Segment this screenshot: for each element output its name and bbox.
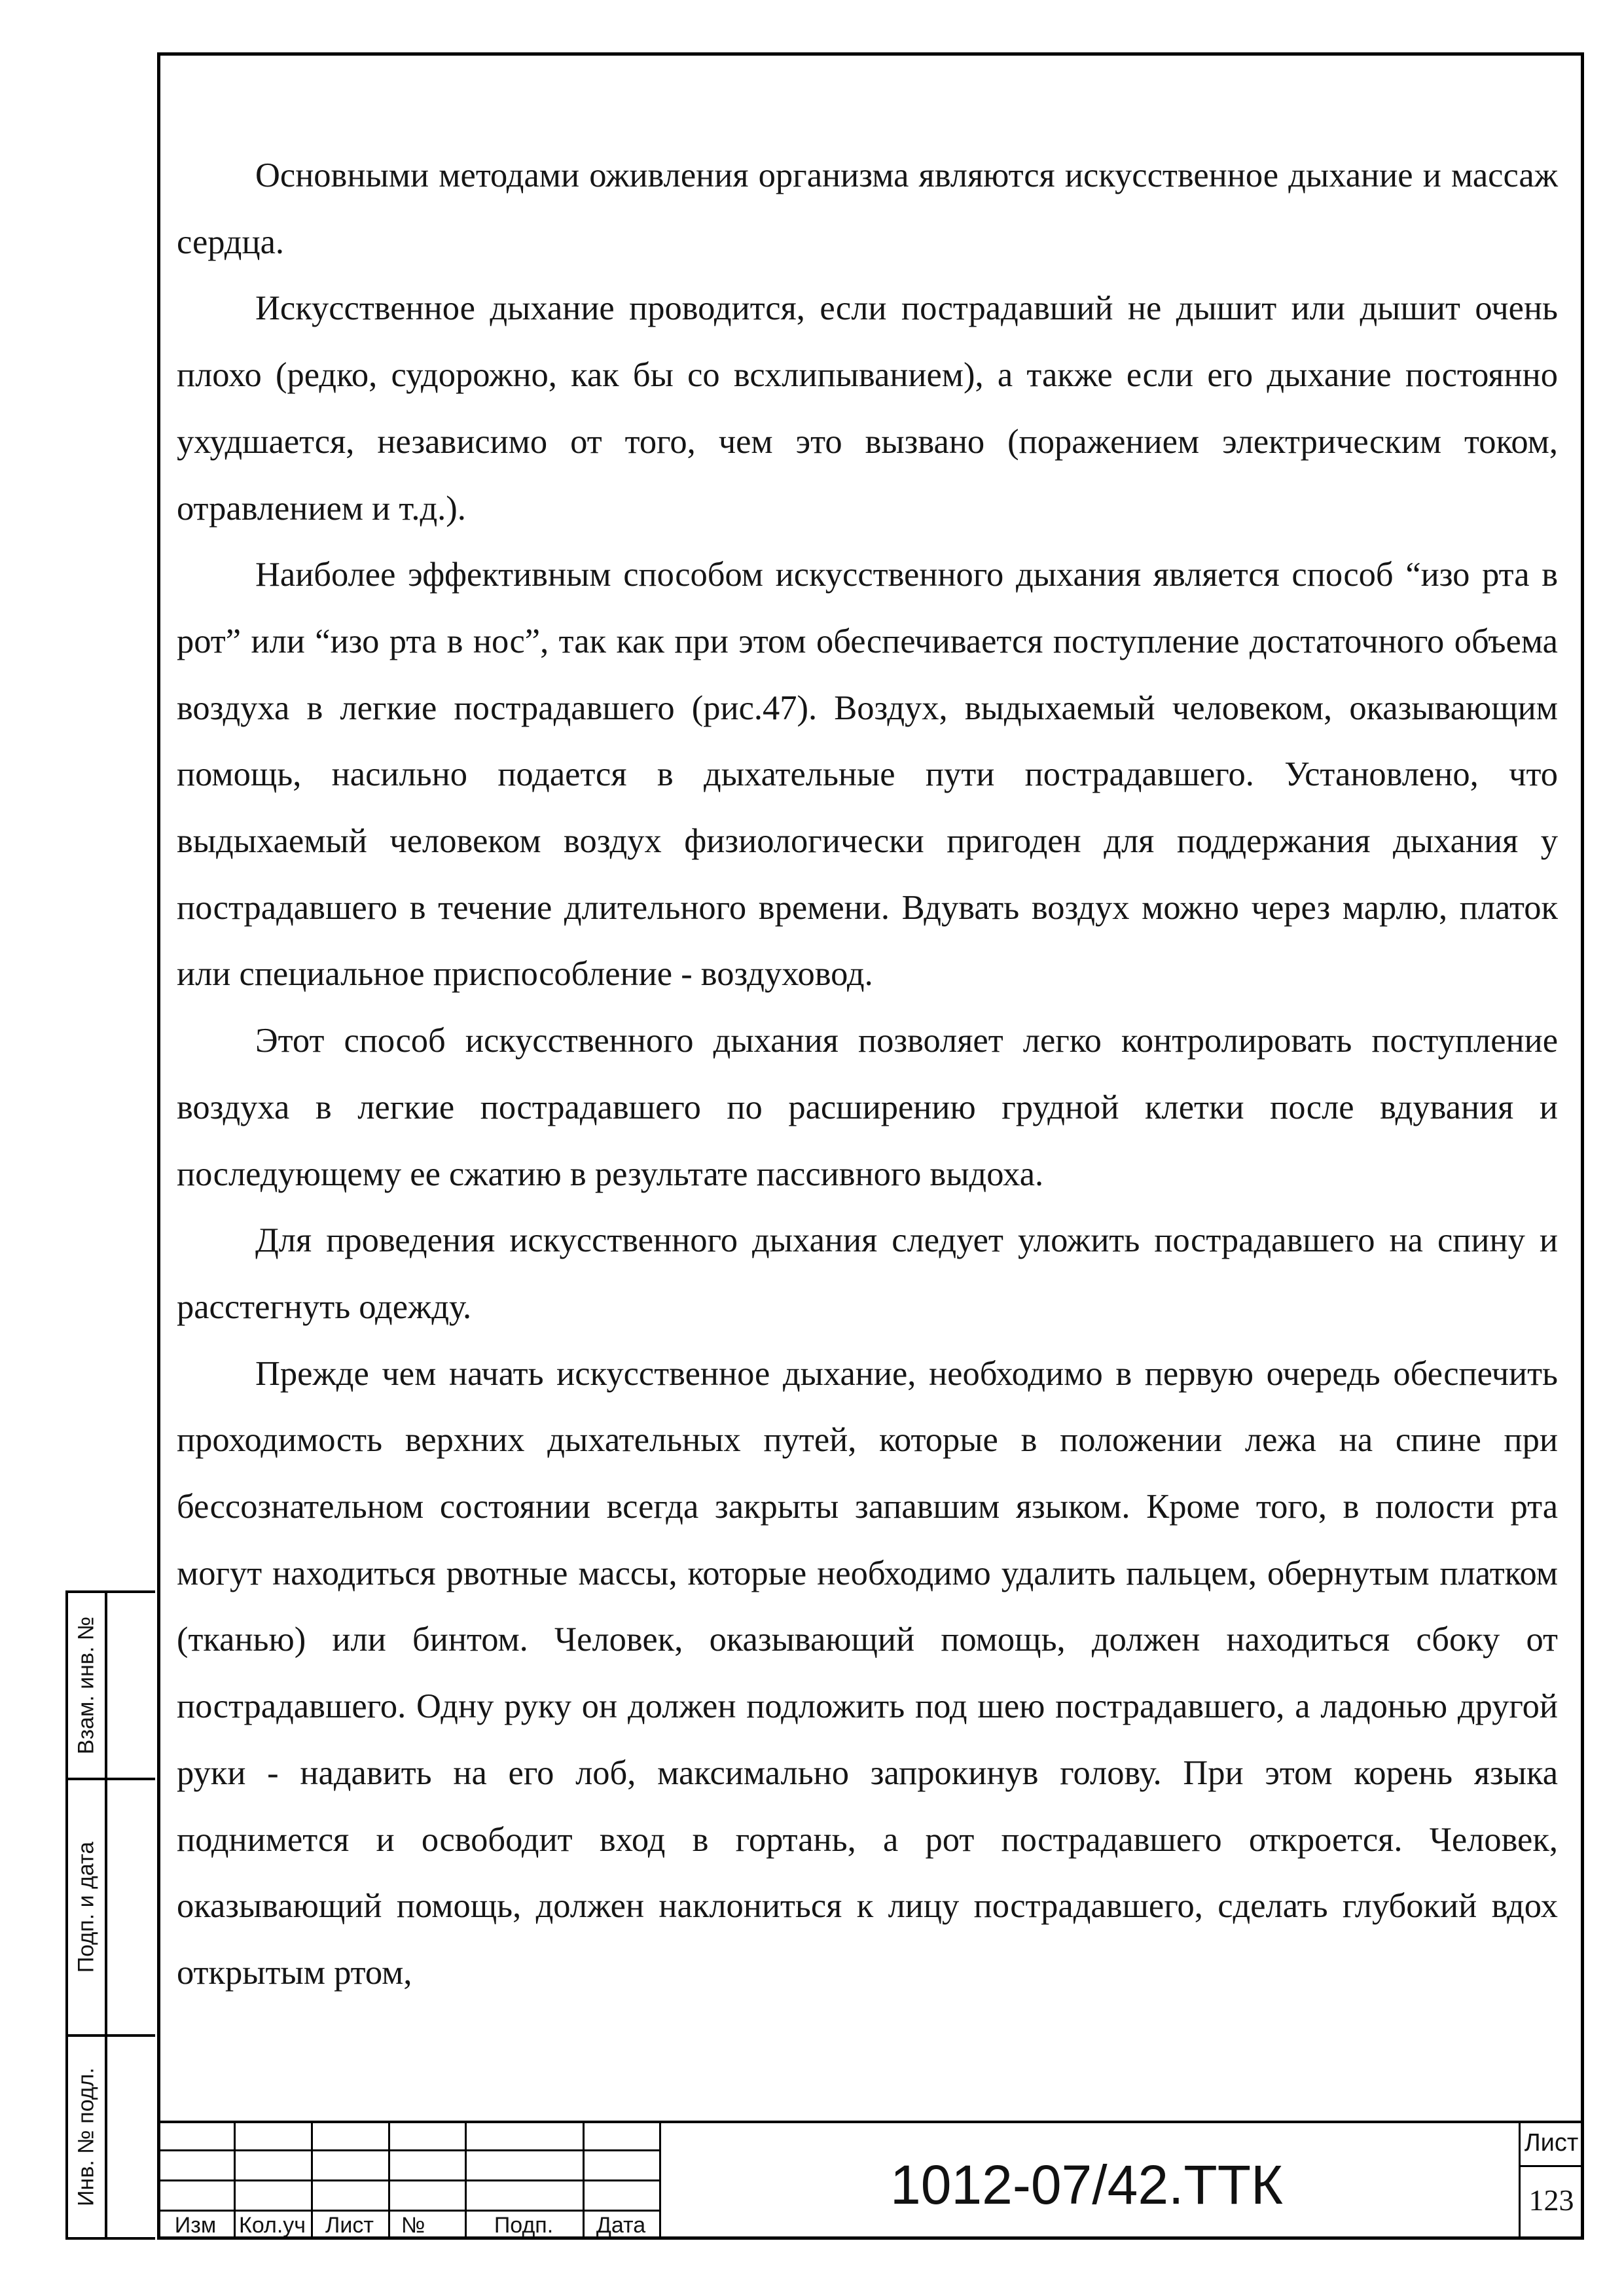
paragraph: Основными методами оживления организма являются искусственное дыхание и массаж сердца. xyxy=(177,156,1558,261)
header-count: Кол.уч xyxy=(239,2213,306,2238)
header-sheet: Лист xyxy=(325,2213,374,2238)
header-date: Дата xyxy=(596,2213,646,2238)
side-cell-replace-inv xyxy=(65,1590,155,1780)
side-label-inv-original: Инв. № подл. xyxy=(73,2068,99,2206)
document-code: 1012-07/42.ТТК xyxy=(890,2154,1283,2215)
header-doc-number: № xyxy=(401,2213,425,2238)
sheet-number: 123 xyxy=(1528,2183,1574,2217)
paragraph: Наиболее эффективным способом искусственного дыхания является способ “изо рта в рот” или “изо рта в нос”, так как при этом обеспечивается поступление достаточного объема воздуха в легкие пострадавшего (рис.47). Воздух, выдыхаемый человеком, оказывающим помощь, насильно подается в дыхательные пути пострадавшего. Установлено, что выдыхаемый человеком воздух физиологически пригоден для поддержания дыхания у пострадавшего в течение длительного времени. Вдувать воздух можно через марлю, платок или специальное приспособление - воздуховод. xyxy=(177,556,1558,994)
document-body xyxy=(177,143,1558,2007)
paragraph: Этот способ искусственного дыхания позволяет легко контролировать поступление воздуха в легкие пострадавшего по расширению грудной клетки после вдувания и последующему ее сжатию в результате пассивного выдоха. xyxy=(177,1022,1558,1193)
header-change: Изм xyxy=(174,2213,217,2238)
side-label-sign-date: Подп. и дата xyxy=(73,1841,99,1973)
side-cell-inv-original xyxy=(65,2034,155,2240)
paragraph: Прежде чем начать искусственное дыхание, необходимо в первую очередь обеспечить проходимость верхних дыхательных путей, которые в положении лежа на спине при бессознательном состоянии всегда закрыты запавшим языком. Кроме того, в полости рта могут находиться рвотные массы, которые необходимо удалить пальцем, обернутым платком (тканью) или бинтом. Человек, оказывающий помощь, должен находиться сбоку от пострадавшего. Одну руку он должен подложить под шею пострадавшего, а ладонью другой руки - надавить на его лоб, максимально запрокинув голову. При этом корень языка поднимется и освободит вход в гортань, а рот пострадавшего откроется. Человек, оказывающий помощь, должен наклониться к лицу пострадавшего, сделать глубокий вдох открытым ртом, xyxy=(177,1354,1558,1992)
header-signature: Подп. xyxy=(494,2213,554,2238)
paragraph: Для проведения искусственного дыхания следует уложить пострадавшего на спину и расстегнуть одежду. xyxy=(177,1221,1558,1326)
side-label-replace-inv: Взам. инв. № xyxy=(73,1616,99,1755)
sheet-label: Лист xyxy=(1524,2129,1579,2157)
title-block xyxy=(157,2121,1584,2240)
side-cell-sign-date xyxy=(65,1778,155,2037)
paragraph: Искусственное дыхание проводится, если пострадавший не дышит или дышит очень плохо (редко, судорожно, как бы со всхлипыванием), а также если его дыхание постоянно ухудшается, независимо от того, чем это вызвано (поражением электрическим током, отравлением и т.д.). xyxy=(177,289,1558,528)
